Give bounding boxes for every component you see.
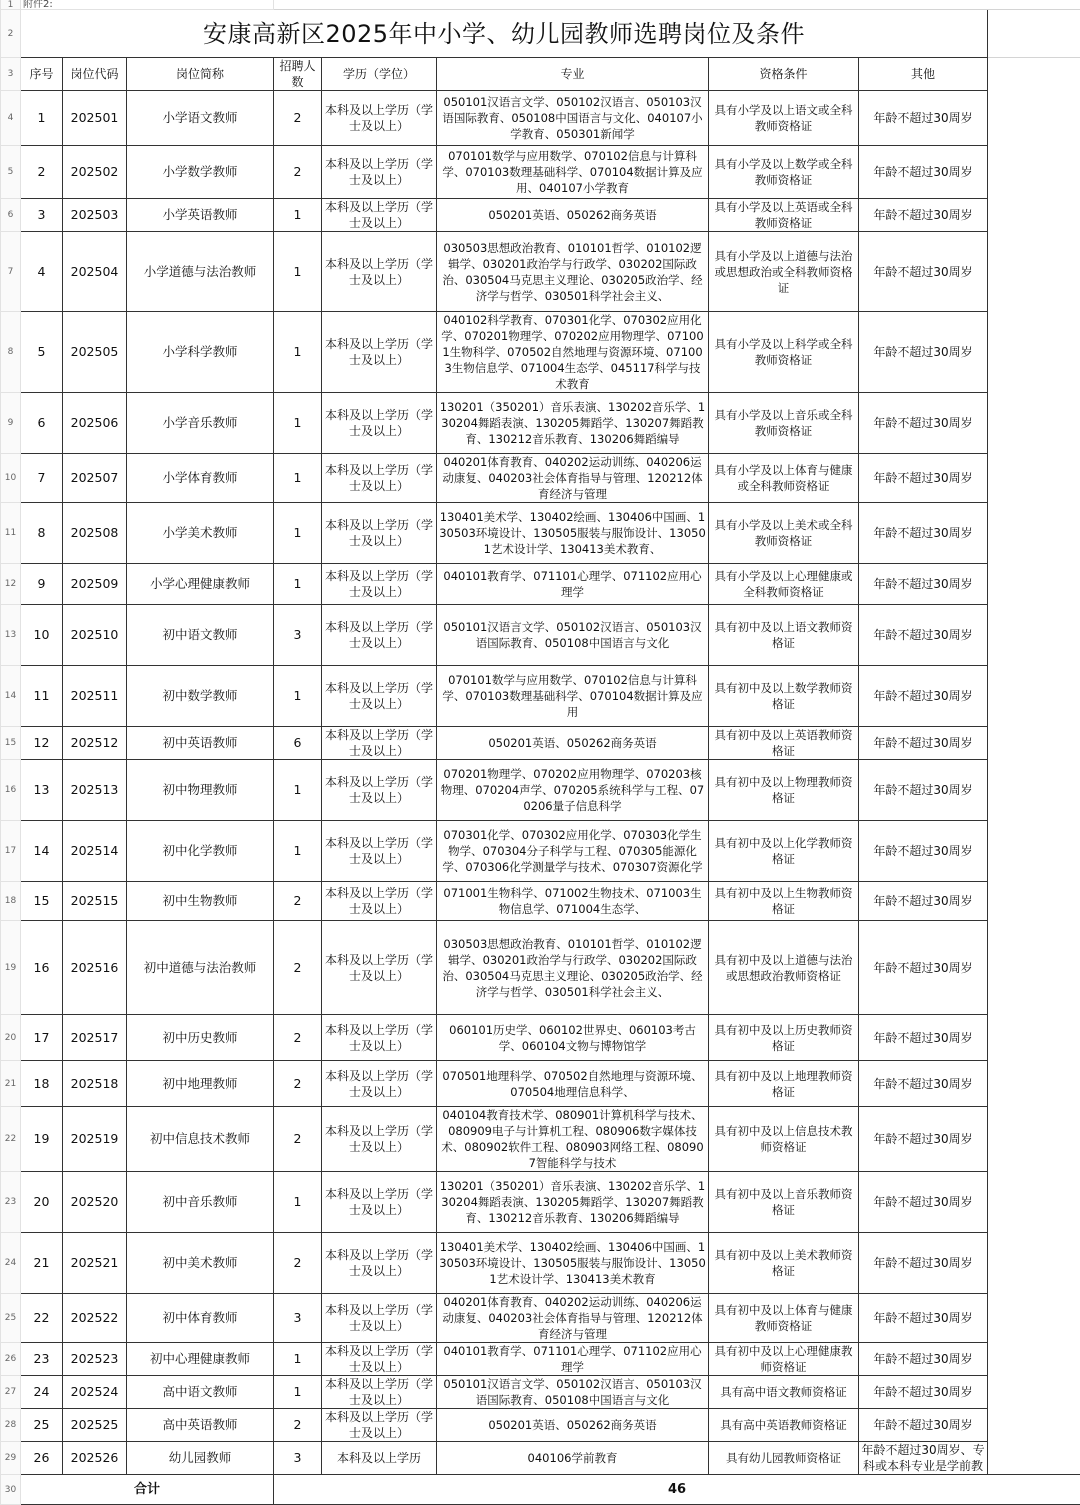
cell-qualification: 具有小学及以上英语或全科教师资格证 — [709, 199, 859, 232]
cell-index: 11 — [21, 666, 63, 727]
cell-other: 年龄不超过30周岁 — [859, 727, 988, 760]
cell-code: 202524 — [63, 1376, 127, 1409]
cell-education: 本科及以上学历（学士及以上） — [322, 1343, 437, 1376]
cell-qualification: 具有高中英语教师资格证 — [709, 1409, 859, 1442]
table-row — [1, 921, 1080, 1015]
cell-index: 1 — [21, 91, 63, 146]
cell-position: 小学音乐教师 — [127, 393, 274, 454]
cell-index: 9 — [21, 564, 63, 605]
cell-other: 年龄不超过30周岁 — [859, 503, 988, 564]
cell-qualification: 具有初中及以上英语教师资格证 — [709, 727, 859, 760]
cell-other: 年龄不超过30周岁 — [859, 393, 988, 454]
cell-major: 130201（350201）音乐表演、130202音乐学、130204舞蹈表演、130205舞蹈学、130207舞蹈教育、130212音乐教育、130206舞蹈编导 — [437, 1172, 709, 1233]
cell-code: 202526 — [63, 1442, 127, 1475]
cell-major: 070501地理科学、070502自然地理与资源环境、070504地理信息科学、 — [437, 1061, 709, 1107]
cell-index: 5 — [21, 312, 63, 393]
cell-index: 23 — [21, 1343, 63, 1376]
cell-count: 3 — [274, 1294, 322, 1343]
cell-index: 13 — [21, 760, 63, 821]
cell-code: 202504 — [63, 232, 127, 312]
cell-count: 1 — [274, 393, 322, 454]
table-row — [1, 91, 1080, 146]
table-row — [1, 1442, 1080, 1475]
table-row — [1, 312, 1080, 393]
cell-education: 本科及以上学历（学士及以上） — [322, 393, 437, 454]
cell-qualification: 具有小学及以上数学或全科教师资格证 — [709, 146, 859, 199]
cell-code: 202509 — [63, 564, 127, 605]
table-row — [1, 393, 1080, 454]
cell-education: 本科及以上学历 — [322, 1442, 437, 1475]
cell-code: 202512 — [63, 727, 127, 760]
cell-education: 本科及以上学历（学士及以上） — [322, 1015, 437, 1061]
row-number: 21 — [1, 1061, 21, 1107]
cell-position: 小学英语教师 — [127, 199, 274, 232]
table-row — [1, 199, 1080, 232]
cell-qualification: 具有小学及以上道德与法治或思想政治或全科教师资格证 — [709, 232, 859, 312]
cell-education: 本科及以上学历（学士及以上） — [322, 503, 437, 564]
cell-other: 年龄不超过30周岁 — [859, 91, 988, 146]
cell-education: 本科及以上学历（学士及以上） — [322, 454, 437, 503]
cell-qualification: 具有小学及以上语文或全科教师资格证 — [709, 91, 859, 146]
header-education: 学历（学位） — [322, 58, 437, 91]
cell-position: 高中英语教师 — [127, 1409, 274, 1442]
cell-other: 年龄不超过30周岁 — [859, 312, 988, 393]
cell-index: 25 — [21, 1409, 63, 1442]
cell-index: 8 — [21, 503, 63, 564]
cell-position: 初中数学教师 — [127, 666, 274, 727]
row-number: 30 — [1, 1475, 21, 1505]
cell-qualification: 具有初中及以上道德与法治或思想政治教师资格证 — [709, 921, 859, 1015]
cell-major: 060101历史学、060102世界史、060103考古学、060104文物与博物馆学 — [437, 1015, 709, 1061]
cell-major: 040101教育学、071101心理学、071102应用心理学 — [437, 564, 709, 605]
cell-index: 24 — [21, 1376, 63, 1409]
cell-position: 小学道德与法治教师 — [127, 232, 274, 312]
cell-index: 16 — [21, 921, 63, 1015]
cell-index: 22 — [21, 1294, 63, 1343]
row-number: 28 — [1, 1409, 21, 1442]
table-row — [1, 1107, 1080, 1172]
cell-education: 本科及以上学历（学士及以上） — [322, 760, 437, 821]
cell-other: 年龄不超过30周岁、专科或本科专业是学前教 — [859, 1442, 988, 1475]
cell-index: 18 — [21, 1061, 63, 1107]
table-row — [1, 503, 1080, 564]
cell-qualification: 具有初中及以上数学教师资格证 — [709, 666, 859, 727]
cell-qualification: 具有初中及以上地理教师资格证 — [709, 1061, 859, 1107]
cell-code: 202519 — [63, 1107, 127, 1172]
cell-index: 10 — [21, 605, 63, 666]
cell-count: 1 — [274, 312, 322, 393]
cell-position: 初中英语教师 — [127, 727, 274, 760]
cell-other: 年龄不超过30周岁 — [859, 564, 988, 605]
row-number: 26 — [1, 1343, 21, 1376]
table-row — [1, 605, 1080, 666]
row-number: 14 — [1, 666, 21, 727]
cell-count: 2 — [274, 146, 322, 199]
cell-major: 070301化学、070302应用化学、070303化学生物学、070304分子科学与工程、070305能源化学、070306化学测量学与技术、070307资源化学 — [437, 821, 709, 882]
cell-other: 年龄不超过30周岁 — [859, 882, 988, 921]
header-code: 岗位代码 — [63, 58, 127, 91]
cell-position: 初中历史教师 — [127, 1015, 274, 1061]
cell-count: 1 — [274, 666, 322, 727]
table-row — [1, 454, 1080, 503]
cell-position: 初中美术教师 — [127, 1233, 274, 1294]
table-row — [1, 1233, 1080, 1294]
cell-qualification: 具有小学及以上音乐或全科教师资格证 — [709, 393, 859, 454]
row-number: 20 — [1, 1015, 21, 1061]
cell-code: 202520 — [63, 1172, 127, 1233]
row-number: 1 — [1, 0, 21, 10]
cell-index: 3 — [21, 199, 63, 232]
row-number: 7 — [1, 232, 21, 312]
cell-code: 202507 — [63, 454, 127, 503]
table-row — [1, 727, 1080, 760]
cell-qualification: 具有初中及以上美术教师资格证 — [709, 1233, 859, 1294]
cell-index: 15 — [21, 882, 63, 921]
row-number: 25 — [1, 1294, 21, 1343]
cell-index: 19 — [21, 1107, 63, 1172]
cell-code: 202506 — [63, 393, 127, 454]
cell-education: 本科及以上学历（学士及以上） — [322, 232, 437, 312]
cell-count: 1 — [274, 564, 322, 605]
total-label: 合计 — [21, 1475, 274, 1505]
cell-major: 070101数学与应用数学、070102信息与计算科学、070103数理基础科学、070104数据计算及应用 — [437, 666, 709, 727]
cell-position: 小学科学教师 — [127, 312, 274, 393]
row-number: 9 — [1, 393, 21, 454]
cell-major: 050101汉语言文学、050102汉语言、050103汉语国际教育、050108中国语言与文化、040107小学教育、050301新闻学 — [437, 91, 709, 146]
cell-major: 130201（350201）音乐表演、130202音乐学、130204舞蹈表演、130205舞蹈学、130207舞蹈教育、130212音乐教育、130206舞蹈编导 — [437, 393, 709, 454]
cell-code: 202513 — [63, 760, 127, 821]
row-number: 13 — [1, 605, 21, 666]
cell-other: 年龄不超过30周岁 — [859, 666, 988, 727]
cell-count: 2 — [274, 1233, 322, 1294]
row-number: 19 — [1, 921, 21, 1015]
cell-count: 6 — [274, 727, 322, 760]
cell-other: 年龄不超过30周岁 — [859, 146, 988, 199]
cell-position: 初中物理教师 — [127, 760, 274, 821]
cell-qualification: 具有初中及以上信息技术教师资格证 — [709, 1107, 859, 1172]
cell-index: 17 — [21, 1015, 63, 1061]
table-row — [1, 821, 1080, 882]
cell-index: 21 — [21, 1233, 63, 1294]
cell-code: 202515 — [63, 882, 127, 921]
cell-code: 202501 — [63, 91, 127, 146]
row-number: 6 — [1, 199, 21, 232]
cell-index: 4 — [21, 232, 63, 312]
cell-code: 202508 — [63, 503, 127, 564]
cell-count: 2 — [274, 882, 322, 921]
cell-code: 202525 — [63, 1409, 127, 1442]
total-value: 46 — [274, 1475, 1080, 1505]
header-count: 招聘人数 — [274, 58, 322, 91]
cell-position: 初中生物教师 — [127, 882, 274, 921]
cell-index: 20 — [21, 1172, 63, 1233]
cell-major: 040201体育教育、040202运动训练、040206运动康复、040203社会体育指导与管理、120212体育经济与管理 — [437, 1294, 709, 1343]
cell-code: 202523 — [63, 1343, 127, 1376]
cell-count: 2 — [274, 921, 322, 1015]
table-row — [1, 1172, 1080, 1233]
cell-major: 040201体育教育、040202运动训练、040206运动康复、040203社会体育指导与管理、120212体育经济与管理 — [437, 454, 709, 503]
cell-major: 040104教育技术学、080901计算机科学与技术、080909电子与计算机工程、080906数字媒体技术、080902软件工程、080903网络工程、080907智能科学与技术 — [437, 1107, 709, 1172]
cell-code: 202522 — [63, 1294, 127, 1343]
cell-education: 本科及以上学历（学士及以上） — [322, 1107, 437, 1172]
row-number: 12 — [1, 564, 21, 605]
cell-code: 202511 — [63, 666, 127, 727]
cell-major: 050201英语、050262商务英语 — [437, 727, 709, 760]
cell-major: 050201英语、050262商务英语 — [437, 1409, 709, 1442]
cell-position: 初中体育教师 — [127, 1294, 274, 1343]
cell-count: 1 — [274, 760, 322, 821]
cell-index: 12 — [21, 727, 63, 760]
cell-major: 070201物理学、070202应用物理学、070203核物理、070204声学、070205系统科学与工程、070206量子信息科学 — [437, 760, 709, 821]
cell-qualification: 具有初中及以上物理教师资格证 — [709, 760, 859, 821]
row-number: 22 — [1, 1107, 21, 1172]
cell-position: 小学心理健康教师 — [127, 564, 274, 605]
cell-major: 071001生物科学、071002生物技术、071003生物信息学、071004生态学、 — [437, 882, 709, 921]
cell-other: 年龄不超过30周岁 — [859, 1107, 988, 1172]
cell-major: 050201英语、050262商务英语 — [437, 199, 709, 232]
cell-qualification: 具有初中及以上音乐教师资格证 — [709, 1172, 859, 1233]
table-row — [1, 1343, 1080, 1376]
row-number: 17 — [1, 821, 21, 882]
cell-education: 本科及以上学历（学士及以上） — [322, 1376, 437, 1409]
cell-code: 202518 — [63, 1061, 127, 1107]
cell-count: 1 — [274, 821, 322, 882]
row-number: 27 — [1, 1376, 21, 1409]
cell-count: 2 — [274, 91, 322, 146]
cell-education: 本科及以上学历（学士及以上） — [322, 1294, 437, 1343]
cell-qualification: 具有初中及以上化学教师资格证 — [709, 821, 859, 882]
cell-code: 202517 — [63, 1015, 127, 1061]
cell-other: 年龄不超过30周岁 — [859, 1376, 988, 1409]
cell-education: 本科及以上学历（学士及以上） — [322, 146, 437, 199]
cell-index: 14 — [21, 821, 63, 882]
header-other: 其他 — [859, 58, 988, 91]
cell-major: 040101教育学、071101心理学、071102应用心理学 — [437, 1343, 709, 1376]
cell-position: 小学语文教师 — [127, 91, 274, 146]
cell-qualification: 具有高中语文教师资格证 — [709, 1376, 859, 1409]
cell-code: 202516 — [63, 921, 127, 1015]
cell-position: 小学美术教师 — [127, 503, 274, 564]
cell-education: 本科及以上学历（学士及以上） — [322, 91, 437, 146]
cell-qualification: 具有初中及以上心理健康教师资格证 — [709, 1343, 859, 1376]
cell-position: 初中语文教师 — [127, 605, 274, 666]
cell-position: 初中地理教师 — [127, 1061, 274, 1107]
cell-major: 030503思想政治教育、010101哲学、010102逻辑学、030201政治学与行政学、030202国际政治、030504马克思主义理论、030205政治学、经济学与哲学、030501科学社会主义、 — [437, 232, 709, 312]
attachment-label: 附件2: — [21, 0, 274, 10]
cell-position: 初中化学教师 — [127, 821, 274, 882]
cell-index: 6 — [21, 393, 63, 454]
header-position: 岗位简称 — [127, 58, 274, 91]
cell-position: 初中心理健康教师 — [127, 1343, 274, 1376]
row-number: 11 — [1, 503, 21, 564]
table-row — [1, 1015, 1080, 1061]
row-number: 8 — [1, 312, 21, 393]
cell-qualification: 具有初中及以上生物教师资格证 — [709, 882, 859, 921]
cell-education: 本科及以上学历（学士及以上） — [322, 1409, 437, 1442]
table-row — [1, 666, 1080, 727]
cell-code: 202503 — [63, 199, 127, 232]
cell-major: 040102科学教育、070301化学、070302应用化学、070201物理学、070202应用物理学、071001生物科学、070502自然地理与资源环境、071003生物信息学、071004生态学、045117科学与技术教育 — [437, 312, 709, 393]
header-qualification: 资格条件 — [709, 58, 859, 91]
header-index: 序号 — [21, 58, 63, 91]
cell-qualification: 具有初中及以上语文教师资格证 — [709, 605, 859, 666]
cell-code: 202514 — [63, 821, 127, 882]
row-number: 24 — [1, 1233, 21, 1294]
row-number: 4 — [1, 91, 21, 146]
cell-index: 7 — [21, 454, 63, 503]
cell-qualification: 具有小学及以上美术或全科教师资格证 — [709, 503, 859, 564]
cell-count: 2 — [274, 1409, 322, 1442]
cell-index: 26 — [21, 1442, 63, 1475]
cell-position: 高中语文教师 — [127, 1376, 274, 1409]
cell-education: 本科及以上学历（学士及以上） — [322, 821, 437, 882]
table-row — [1, 1294, 1080, 1343]
cell-count: 1 — [274, 1376, 322, 1409]
cell-major: 040106学前教育 — [437, 1442, 709, 1475]
cell-other: 年龄不超过30周岁 — [859, 1061, 988, 1107]
row-number: 5 — [1, 146, 21, 199]
cell-major: 070101数学与应用数学、070102信息与计算科学、070103数理基础科学、070104数据计算及应用、040107小学教育 — [437, 146, 709, 199]
cell-code: 202505 — [63, 312, 127, 393]
table-row — [1, 232, 1080, 312]
cell-count: 1 — [274, 199, 322, 232]
cell-count: 1 — [274, 1343, 322, 1376]
cell-count: 1 — [274, 232, 322, 312]
row-number: 2 — [1, 10, 21, 58]
cell-qualification: 具有小学及以上体育与健康或全科教师资格证 — [709, 454, 859, 503]
row-number: 10 — [1, 454, 21, 503]
cell-education: 本科及以上学历（学士及以上） — [322, 666, 437, 727]
row-number: 18 — [1, 882, 21, 921]
cell-other: 年龄不超过30周岁 — [859, 760, 988, 821]
table-row — [1, 760, 1080, 821]
cell-education: 本科及以上学历（学士及以上） — [322, 564, 437, 605]
cell-education: 本科及以上学历（学士及以上） — [322, 1172, 437, 1233]
table-row — [1, 564, 1080, 605]
cell-education: 本科及以上学历（学士及以上） — [322, 1061, 437, 1107]
cell-count: 2 — [274, 1015, 322, 1061]
cell-code: 202502 — [63, 146, 127, 199]
cell-other: 年龄不超过30周岁 — [859, 921, 988, 1015]
cell-position: 幼儿园教师 — [127, 1442, 274, 1475]
cell-position: 初中道德与法治教师 — [127, 921, 274, 1015]
table-row — [1, 146, 1080, 199]
cell-count: 2 — [274, 1061, 322, 1107]
cell-other: 年龄不超过30周岁 — [859, 605, 988, 666]
cell-major: 130401美术学、130402绘画、130406中国画、130503环境设计、130505服装与服饰设计、130501艺术设计学、130413美术教育 — [437, 1233, 709, 1294]
page-title: 安康高新区2025年中小学、幼儿园教师选聘岗位及条件 — [21, 10, 988, 58]
cell-code: 202521 — [63, 1233, 127, 1294]
cell-education: 本科及以上学历（学士及以上） — [322, 921, 437, 1015]
cell-other: 年龄不超过30周岁 — [859, 1409, 988, 1442]
cell-code: 202510 — [63, 605, 127, 666]
cell-other: 年龄不超过30周岁 — [859, 1343, 988, 1376]
cell-education: 本科及以上学历（学士及以上） — [322, 727, 437, 760]
row-number: 15 — [1, 727, 21, 760]
cell-count: 1 — [274, 454, 322, 503]
cell-count: 1 — [274, 1172, 322, 1233]
cell-position: 初中信息技术教师 — [127, 1107, 274, 1172]
cell-qualification: 具有初中及以上历史教师资格证 — [709, 1015, 859, 1061]
cell-major: 030503思想政治教育、010101哲学、010102逻辑学、030201政治学与行政学、030202国际政治、030504马克思主义理论、030205政治学、经济学与哲学、030501科学社会主义、 — [437, 921, 709, 1015]
cell-other: 年龄不超过30周岁 — [859, 821, 988, 882]
cell-major: 130401美术学、130402绘画、130406中国画、130503环境设计、130505服装与服饰设计、130501艺术设计学、130413美术教育、 — [437, 503, 709, 564]
cell-education: 本科及以上学历（学士及以上） — [322, 1233, 437, 1294]
cell-qualification: 具有小学及以上心理健康或全科教师资格证 — [709, 564, 859, 605]
table-row — [1, 1376, 1080, 1409]
cell-major: 050101汉语言文学、050102汉语言、050103汉语国际教育、050108中国语言与文化 — [437, 605, 709, 666]
cell-other: 年龄不超过30周岁 — [859, 454, 988, 503]
cell-position: 小学体育教师 — [127, 454, 274, 503]
cell-index: 2 — [21, 146, 63, 199]
cell-qualification: 具有幼儿园教师资格证 — [709, 1442, 859, 1475]
row-number: 3 — [1, 58, 21, 91]
cell-count: 3 — [274, 605, 322, 666]
cell-count: 1 — [274, 503, 322, 564]
row-number: 23 — [1, 1172, 21, 1233]
cell-education: 本科及以上学历（学士及以上） — [322, 199, 437, 232]
cell-other: 年龄不超过30周岁 — [859, 232, 988, 312]
row-number: 29 — [1, 1442, 21, 1475]
table-row — [1, 1061, 1080, 1107]
cell-qualification: 具有初中及以上体育与健康教师资格证 — [709, 1294, 859, 1343]
table-row — [1, 882, 1080, 921]
cell-other: 年龄不超过30周岁 — [859, 1294, 988, 1343]
row-number: 16 — [1, 760, 21, 821]
cell-position: 小学数学教师 — [127, 146, 274, 199]
cell-major: 050101汉语言文学、050102汉语言、050103汉语国际教育、050108中国语言与文化 — [437, 1376, 709, 1409]
cell-other: 年龄不超过30周岁 — [859, 1233, 988, 1294]
cell-other: 年龄不超过30周岁 — [859, 1172, 988, 1233]
cell-qualification: 具有小学及以上科学或全科教师资格证 — [709, 312, 859, 393]
cell-position: 初中音乐教师 — [127, 1172, 274, 1233]
cell-education: 本科及以上学历（学士及以上） — [322, 312, 437, 393]
header-major: 专业 — [437, 58, 709, 91]
cell-count: 2 — [274, 1107, 322, 1172]
cell-count: 3 — [274, 1442, 322, 1475]
cell-education: 本科及以上学历（学士及以上） — [322, 882, 437, 921]
cell-other: 年龄不超过30周岁 — [859, 1015, 988, 1061]
table-row — [1, 1409, 1080, 1442]
cell-other: 年龄不超过30周岁 — [859, 199, 988, 232]
cell-education: 本科及以上学历（学士及以上） — [322, 605, 437, 666]
